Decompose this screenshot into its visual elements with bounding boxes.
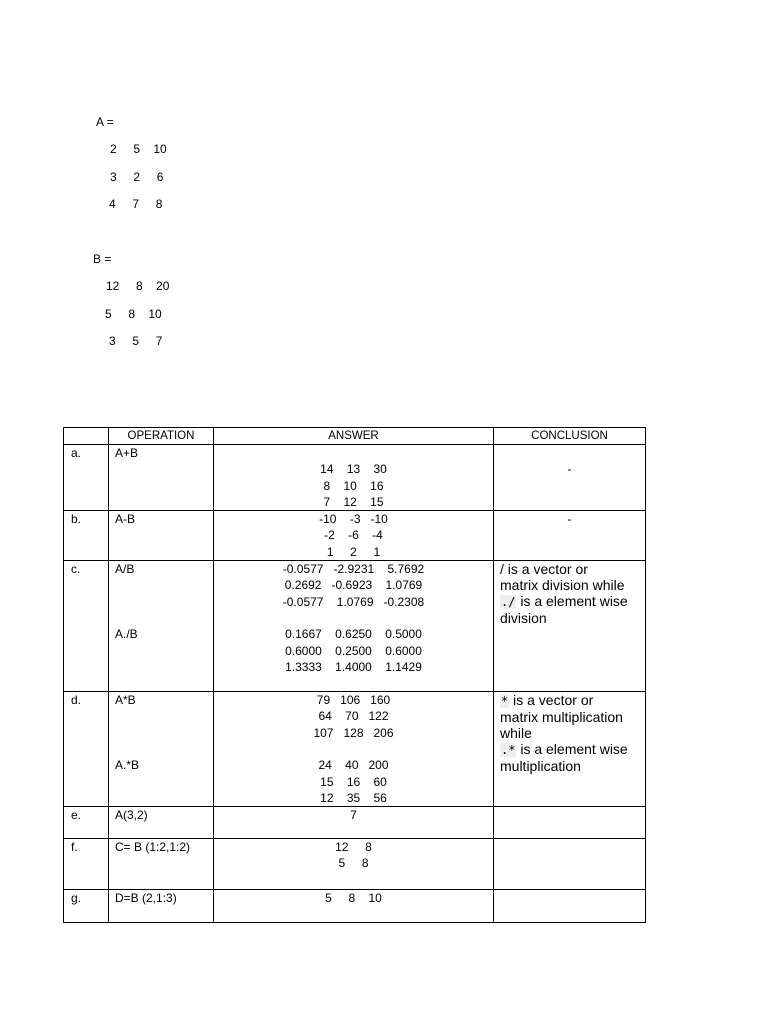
- answer-line: 1 2 1: [326, 544, 381, 559]
- answer-line: -0.0577 -2.9231 5.7692: [282, 562, 425, 577]
- row-letter: e.: [64, 807, 109, 839]
- row-operation: A+B: [109, 445, 214, 511]
- row-letter: c.: [64, 561, 109, 692]
- table-row: [64, 692, 646, 807]
- answer-line: 107 128 206: [313, 725, 394, 740]
- answer-line: 79 106 160: [316, 693, 391, 708]
- header-conclusion: CONCLUSION: [494, 428, 646, 445]
- row-answer: [214, 890, 494, 923]
- matrix-a-row: 4 7 8: [109, 197, 163, 211]
- answer-line: -10 -3 -10: [319, 512, 388, 527]
- row-conclusion: [494, 807, 646, 839]
- row-operation: A(3,2): [109, 807, 214, 839]
- code-snippet: ./: [501, 595, 516, 610]
- header-answer: ANSWER: [214, 428, 494, 445]
- answer-line: 14 13 30: [320, 462, 387, 477]
- row-conclusion: [494, 890, 646, 923]
- answer-line: -0.0577 1.0769 -0.2308: [282, 594, 425, 609]
- row-answer: [214, 561, 494, 692]
- row-answer: [214, 445, 494, 511]
- answer-line: 8 10 16: [323, 478, 384, 493]
- row-letter: f.: [64, 839, 109, 890]
- answer-line: 1.3333 1.4000 1.1429: [285, 659, 422, 674]
- row-letter: g.: [64, 890, 109, 923]
- answer-line: 0.1667 0.6250 0.5000: [285, 627, 422, 642]
- row-answer: [214, 511, 494, 561]
- answer-line: 7 12 15: [323, 494, 384, 509]
- answer-line: 5 8: [338, 856, 369, 871]
- table-row: [64, 445, 646, 511]
- row-operation: A-B: [109, 511, 214, 561]
- row-conclusion: -: [494, 445, 646, 511]
- matrix-a-row: 2 5 10: [110, 142, 167, 156]
- row-conclusion: * is a vector or matrix multiplication while .* is a element wise multiplication: [494, 692, 646, 807]
- answer-line: 15 16 60: [320, 774, 387, 789]
- row-answer: [214, 839, 494, 890]
- answer-line: 5 8 10: [325, 891, 382, 906]
- row-answer: [214, 807, 494, 839]
- answer-line: 12 8: [335, 840, 372, 855]
- row-operation: D=B (2,1:3): [109, 890, 214, 923]
- answer-line: 0.2692 -0.6923 1.0769: [284, 578, 423, 593]
- answer-line: 12 35 56: [320, 790, 387, 805]
- row-operation: C= B (1:2,1:2): [109, 839, 214, 890]
- table-row: [64, 511, 646, 561]
- header-operation: OPERATION: [109, 428, 214, 445]
- answer-line: -2 -6 -4: [324, 528, 383, 543]
- matrix-b-row: 5 8 10: [105, 307, 162, 321]
- row-answer: [214, 692, 494, 807]
- matrix-a-label: A =: [96, 115, 114, 129]
- matrix-b-row: 3 5 7: [109, 334, 163, 348]
- table-row: [64, 561, 646, 692]
- header-letter: [64, 428, 109, 445]
- table-header-row: [64, 428, 646, 445]
- row-operation: A/B A./B: [109, 561, 214, 692]
- matrix-b-label: B =: [93, 252, 112, 266]
- code-snippet: .*: [501, 743, 516, 758]
- answer-line: 0.6000 0.2500 0.6000: [285, 643, 422, 658]
- matrix-a-row: 3 2 6: [110, 170, 164, 184]
- row-conclusion: [494, 839, 646, 890]
- table-row: [64, 807, 646, 839]
- answer-line: 24 40 200: [318, 758, 389, 773]
- code-snippet: *: [501, 694, 509, 709]
- row-letter: d.: [64, 692, 109, 807]
- answer-line: 64 70 122: [318, 709, 389, 724]
- row-conclusion: / is a vector or matrix division while ./ is a element wise division: [494, 561, 646, 692]
- table-row: [64, 890, 646, 923]
- row-letter: b.: [64, 511, 109, 561]
- table-row: [64, 839, 646, 890]
- row-conclusion: -: [494, 511, 646, 561]
- answer-line: 7: [350, 808, 357, 823]
- matrix-b-row: 12 8 20: [106, 279, 170, 293]
- operations-table: [63, 427, 646, 923]
- row-letter: a.: [64, 445, 109, 511]
- row-operation: A*B A.*B: [109, 692, 214, 807]
